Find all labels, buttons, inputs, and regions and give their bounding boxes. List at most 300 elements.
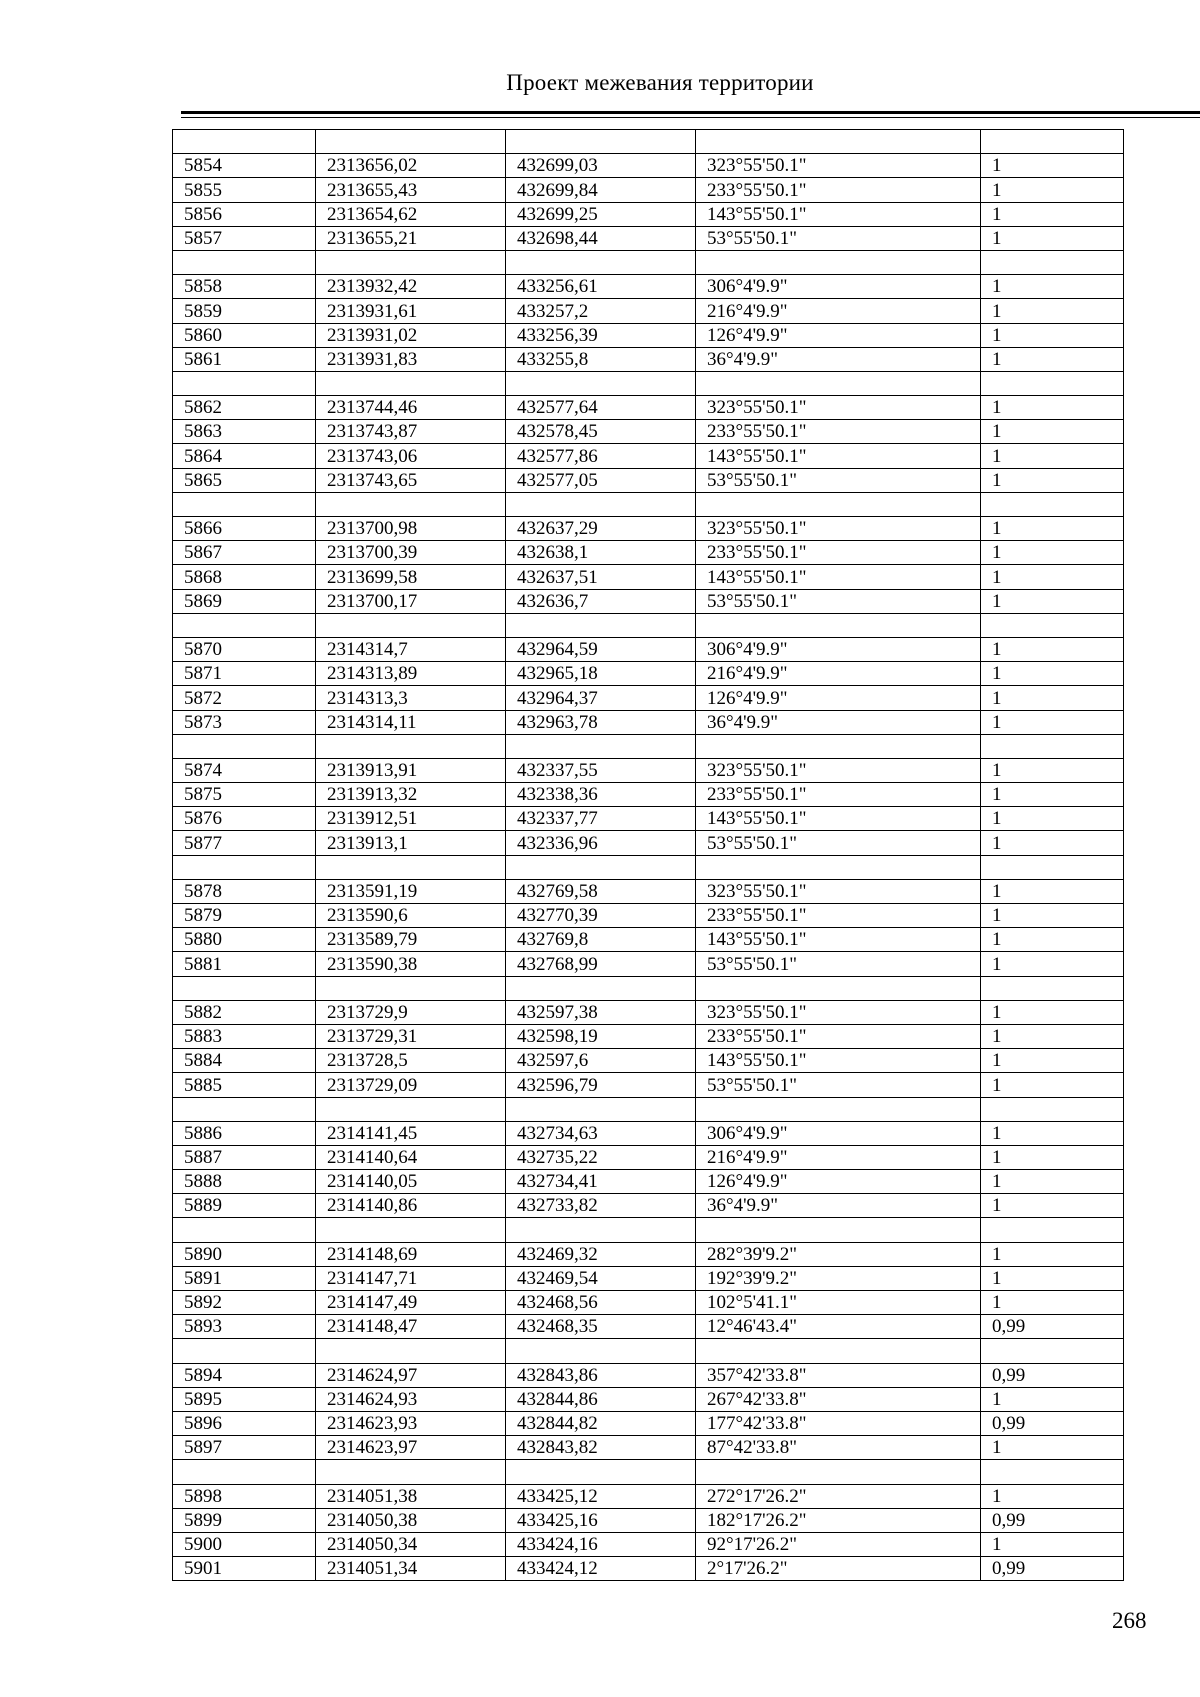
- length-cell: 0,99: [981, 1557, 1124, 1581]
- point-number-cell: 5859: [173, 299, 316, 323]
- table-row: [173, 299, 1124, 323]
- x-coordinate-cell: 2314313,89: [316, 662, 506, 686]
- length-cell: 1: [981, 637, 1124, 661]
- table-row: [173, 202, 1124, 226]
- x-coordinate-cell: 2314051,34: [316, 1557, 506, 1581]
- direction-angle-cell: 53°55'50.1": [696, 468, 981, 492]
- length-cell: 1: [981, 589, 1124, 613]
- length-cell: 1: [981, 952, 1124, 976]
- separator-row: [173, 130, 1124, 154]
- table-row: [173, 1532, 1124, 1556]
- point-number-cell: 5880: [173, 928, 316, 952]
- empty-cell: [316, 613, 506, 637]
- x-coordinate-cell: 2313729,09: [316, 1073, 506, 1097]
- direction-angle-cell: 323°55'50.1": [696, 396, 981, 420]
- empty-cell: [316, 1460, 506, 1484]
- point-number-cell: 5872: [173, 686, 316, 710]
- y-coordinate-cell: 432843,86: [506, 1363, 696, 1387]
- direction-angle-cell: 36°4'9.9": [696, 347, 981, 371]
- table-row: [173, 1411, 1124, 1435]
- x-coordinate-cell: 2313913,32: [316, 783, 506, 807]
- y-coordinate-cell: 432637,29: [506, 517, 696, 541]
- x-coordinate-cell: 2314624,97: [316, 1363, 506, 1387]
- table-row: [173, 1363, 1124, 1387]
- direction-angle-cell: 143°55'50.1": [696, 565, 981, 589]
- empty-cell: [506, 371, 696, 395]
- point-number-cell: 5886: [173, 1121, 316, 1145]
- y-coordinate-cell: 432337,55: [506, 758, 696, 782]
- direction-angle-cell: 36°4'9.9": [696, 1194, 981, 1218]
- x-coordinate-cell: 2313656,02: [316, 154, 506, 178]
- x-coordinate-cell: 2314140,86: [316, 1194, 506, 1218]
- length-cell: 1: [981, 178, 1124, 202]
- point-number-cell: 5869: [173, 589, 316, 613]
- length-cell: 0,99: [981, 1508, 1124, 1532]
- empty-cell: [981, 492, 1124, 516]
- length-cell: 1: [981, 879, 1124, 903]
- empty-cell: [173, 130, 316, 154]
- length-cell: 0,99: [981, 1411, 1124, 1435]
- point-number-cell: 5897: [173, 1436, 316, 1460]
- length-cell: 1: [981, 517, 1124, 541]
- point-number-cell: 5877: [173, 831, 316, 855]
- length-cell: 1: [981, 444, 1124, 468]
- y-coordinate-cell: 433256,39: [506, 323, 696, 347]
- separator-row: [173, 1097, 1124, 1121]
- empty-cell: [173, 976, 316, 1000]
- separator-row: [173, 613, 1124, 637]
- length-cell: 1: [981, 710, 1124, 734]
- y-coordinate-cell: 433425,12: [506, 1484, 696, 1508]
- x-coordinate-cell: 2313743,87: [316, 420, 506, 444]
- empty-cell: [696, 492, 981, 516]
- page-number: 268: [1112, 1608, 1147, 1633]
- y-coordinate-cell: 432843,82: [506, 1436, 696, 1460]
- point-number-cell: 5864: [173, 444, 316, 468]
- y-coordinate-cell: 432338,36: [506, 783, 696, 807]
- point-number-cell: 5894: [173, 1363, 316, 1387]
- x-coordinate-cell: 2314051,38: [316, 1484, 506, 1508]
- length-cell: 1: [981, 347, 1124, 371]
- x-coordinate-cell: 2313654,62: [316, 202, 506, 226]
- point-number-cell: 5895: [173, 1387, 316, 1411]
- x-coordinate-cell: 2313699,58: [316, 565, 506, 589]
- empty-cell: [981, 855, 1124, 879]
- direction-angle-cell: 12°46'43.4": [696, 1315, 981, 1339]
- empty-cell: [981, 1339, 1124, 1363]
- table-row: [173, 154, 1124, 178]
- table-row: [173, 1387, 1124, 1411]
- empty-cell: [506, 613, 696, 637]
- table-row: [173, 662, 1124, 686]
- empty-cell: [173, 492, 316, 516]
- empty-cell: [506, 734, 696, 758]
- table-row: [173, 323, 1124, 347]
- table-row: [173, 1508, 1124, 1532]
- direction-angle-cell: 233°55'50.1": [696, 178, 981, 202]
- direction-angle-cell: 53°55'50.1": [696, 589, 981, 613]
- table-row: [173, 275, 1124, 299]
- point-number-cell: 5875: [173, 783, 316, 807]
- direction-angle-cell: 192°39'9.2": [696, 1266, 981, 1290]
- x-coordinate-cell: 2314314,11: [316, 710, 506, 734]
- point-number-cell: 5887: [173, 1145, 316, 1169]
- separator-row: [173, 492, 1124, 516]
- direction-angle-cell: 233°55'50.1": [696, 541, 981, 565]
- empty-cell: [696, 855, 981, 879]
- direction-angle-cell: 233°55'50.1": [696, 420, 981, 444]
- point-number-cell: 5893: [173, 1315, 316, 1339]
- length-cell: 1: [981, 928, 1124, 952]
- point-number-cell: 5866: [173, 517, 316, 541]
- direction-angle-cell: 143°55'50.1": [696, 202, 981, 226]
- point-number-cell: 5870: [173, 637, 316, 661]
- length-cell: 1: [981, 1073, 1124, 1097]
- length-cell: 1: [981, 1484, 1124, 1508]
- empty-cell: [696, 613, 981, 637]
- x-coordinate-cell: 2313655,43: [316, 178, 506, 202]
- empty-cell: [173, 1097, 316, 1121]
- empty-cell: [981, 371, 1124, 395]
- table-row: [173, 952, 1124, 976]
- x-coordinate-cell: 2314147,49: [316, 1291, 506, 1315]
- x-coordinate-cell: 2313729,9: [316, 1000, 506, 1024]
- direction-angle-cell: 272°17'26.2": [696, 1484, 981, 1508]
- x-coordinate-cell: 2313700,17: [316, 589, 506, 613]
- direction-angle-cell: 182°17'26.2": [696, 1508, 981, 1532]
- empty-cell: [173, 1218, 316, 1242]
- y-coordinate-cell: 432844,82: [506, 1411, 696, 1435]
- empty-cell: [981, 976, 1124, 1000]
- length-cell: 1: [981, 1436, 1124, 1460]
- length-cell: 1: [981, 468, 1124, 492]
- length-cell: 1: [981, 686, 1124, 710]
- header-rule-thin: [181, 117, 1200, 118]
- x-coordinate-cell: 2313743,65: [316, 468, 506, 492]
- point-number-cell: 5865: [173, 468, 316, 492]
- y-coordinate-cell: 432578,45: [506, 420, 696, 444]
- direction-angle-cell: 216°4'9.9": [696, 1145, 981, 1169]
- direction-angle-cell: 357°42'33.8": [696, 1363, 981, 1387]
- length-cell: 1: [981, 783, 1124, 807]
- empty-cell: [506, 1339, 696, 1363]
- direction-angle-cell: 143°55'50.1": [696, 1049, 981, 1073]
- x-coordinate-cell: 2313729,31: [316, 1024, 506, 1048]
- table-row: [173, 1436, 1124, 1460]
- direction-angle-cell: 323°55'50.1": [696, 154, 981, 178]
- table-row: [173, 178, 1124, 202]
- x-coordinate-cell: 2313913,1: [316, 831, 506, 855]
- y-coordinate-cell: 432733,82: [506, 1194, 696, 1218]
- separator-row: [173, 1460, 1124, 1484]
- length-cell: 1: [981, 1532, 1124, 1556]
- point-number-cell: 5888: [173, 1170, 316, 1194]
- y-coordinate-cell: 432598,19: [506, 1024, 696, 1048]
- x-coordinate-cell: 2314624,93: [316, 1387, 506, 1411]
- point-number-cell: 5873: [173, 710, 316, 734]
- y-coordinate-cell: 432469,32: [506, 1242, 696, 1266]
- direction-angle-cell: 143°55'50.1": [696, 807, 981, 831]
- direction-angle-cell: 306°4'9.9": [696, 637, 981, 661]
- separator-row: [173, 976, 1124, 1000]
- y-coordinate-cell: 432638,1: [506, 541, 696, 565]
- length-cell: 1: [981, 1387, 1124, 1411]
- x-coordinate-cell: 2313912,51: [316, 807, 506, 831]
- direction-angle-cell: 233°55'50.1": [696, 904, 981, 928]
- table-row: [173, 904, 1124, 928]
- empty-cell: [173, 1339, 316, 1363]
- table-row: [173, 1000, 1124, 1024]
- point-number-cell: 5871: [173, 662, 316, 686]
- empty-cell: [696, 976, 981, 1000]
- empty-cell: [981, 1097, 1124, 1121]
- x-coordinate-cell: 2313743,06: [316, 444, 506, 468]
- length-cell: 1: [981, 420, 1124, 444]
- y-coordinate-cell: 432734,63: [506, 1121, 696, 1145]
- y-coordinate-cell: 432577,64: [506, 396, 696, 420]
- table-row: [173, 710, 1124, 734]
- empty-cell: [696, 250, 981, 274]
- point-number-cell: 5857: [173, 226, 316, 250]
- x-coordinate-cell: 2313589,79: [316, 928, 506, 952]
- length-cell: 1: [981, 758, 1124, 782]
- length-cell: 1: [981, 1049, 1124, 1073]
- length-cell: 1: [981, 1242, 1124, 1266]
- point-number-cell: 5856: [173, 202, 316, 226]
- point-number-cell: 5867: [173, 541, 316, 565]
- table-row: [173, 1484, 1124, 1508]
- y-coordinate-cell: 432768,99: [506, 952, 696, 976]
- table-row: [173, 396, 1124, 420]
- table-row: [173, 226, 1124, 250]
- x-coordinate-cell: 2314050,34: [316, 1532, 506, 1556]
- table-row: [173, 420, 1124, 444]
- table-row: [173, 444, 1124, 468]
- length-cell: 1: [981, 662, 1124, 686]
- header-rule-thick: [181, 111, 1200, 114]
- x-coordinate-cell: 2313744,46: [316, 396, 506, 420]
- table-row: [173, 1145, 1124, 1169]
- direction-angle-cell: 323°55'50.1": [696, 517, 981, 541]
- x-coordinate-cell: 2314148,69: [316, 1242, 506, 1266]
- direction-angle-cell: 87°42'33.8": [696, 1436, 981, 1460]
- table-row: [173, 928, 1124, 952]
- empty-cell: [316, 130, 506, 154]
- empty-cell: [316, 250, 506, 274]
- empty-cell: [506, 855, 696, 879]
- separator-row: [173, 855, 1124, 879]
- point-number-cell: 5883: [173, 1024, 316, 1048]
- y-coordinate-cell: 432468,56: [506, 1291, 696, 1315]
- x-coordinate-cell: 2313655,21: [316, 226, 506, 250]
- direction-angle-cell: 233°55'50.1": [696, 783, 981, 807]
- x-coordinate-cell: 2313932,42: [316, 275, 506, 299]
- empty-cell: [316, 492, 506, 516]
- table-row: [173, 1073, 1124, 1097]
- empty-cell: [506, 130, 696, 154]
- length-cell: 1: [981, 275, 1124, 299]
- x-coordinate-cell: 2313700,39: [316, 541, 506, 565]
- empty-cell: [506, 976, 696, 1000]
- direction-angle-cell: 126°4'9.9": [696, 323, 981, 347]
- y-coordinate-cell: 432597,38: [506, 1000, 696, 1024]
- empty-cell: [316, 1218, 506, 1242]
- point-number-cell: 5898: [173, 1484, 316, 1508]
- separator-row: [173, 1218, 1124, 1242]
- table-row: [173, 637, 1124, 661]
- empty-cell: [173, 855, 316, 879]
- empty-cell: [981, 1460, 1124, 1484]
- direction-angle-cell: 102°5'41.1": [696, 1291, 981, 1315]
- y-coordinate-cell: 432770,39: [506, 904, 696, 928]
- y-coordinate-cell: 432596,79: [506, 1073, 696, 1097]
- point-number-cell: 5900: [173, 1532, 316, 1556]
- length-cell: 1: [981, 1121, 1124, 1145]
- x-coordinate-cell: 2314313,3: [316, 686, 506, 710]
- length-cell: 1: [981, 831, 1124, 855]
- table-row: [173, 1170, 1124, 1194]
- direction-angle-cell: 53°55'50.1": [696, 952, 981, 976]
- x-coordinate-cell: 2314314,7: [316, 637, 506, 661]
- table-row: [173, 347, 1124, 371]
- table-row: [173, 517, 1124, 541]
- direction-angle-cell: 233°55'50.1": [696, 1024, 981, 1048]
- y-coordinate-cell: 432699,03: [506, 154, 696, 178]
- empty-cell: [696, 1460, 981, 1484]
- length-cell: 1: [981, 396, 1124, 420]
- direction-angle-cell: 323°55'50.1": [696, 879, 981, 903]
- length-cell: 1: [981, 1145, 1124, 1169]
- x-coordinate-cell: 2314148,47: [316, 1315, 506, 1339]
- point-number-cell: 5860: [173, 323, 316, 347]
- table-row: [173, 758, 1124, 782]
- y-coordinate-cell: 432769,8: [506, 928, 696, 952]
- y-coordinate-cell: 433256,61: [506, 275, 696, 299]
- length-cell: 1: [981, 565, 1124, 589]
- table-row: [173, 565, 1124, 589]
- length-cell: 1: [981, 299, 1124, 323]
- y-coordinate-cell: 433424,12: [506, 1557, 696, 1581]
- x-coordinate-cell: 2313591,19: [316, 879, 506, 903]
- table-row: [173, 1049, 1124, 1073]
- y-coordinate-cell: 432964,59: [506, 637, 696, 661]
- direction-angle-cell: 323°55'50.1": [696, 758, 981, 782]
- length-cell: 1: [981, 323, 1124, 347]
- table-row: [173, 541, 1124, 565]
- direction-angle-cell: 36°4'9.9": [696, 710, 981, 734]
- table-row: [173, 1024, 1124, 1048]
- empty-cell: [316, 976, 506, 1000]
- separator-row: [173, 1339, 1124, 1363]
- empty-cell: [316, 371, 506, 395]
- direction-angle-cell: 177°42'33.8": [696, 1411, 981, 1435]
- point-number-cell: 5892: [173, 1291, 316, 1315]
- point-number-cell: 5855: [173, 178, 316, 202]
- x-coordinate-cell: 2314141,45: [316, 1121, 506, 1145]
- empty-cell: [696, 734, 981, 758]
- length-cell: 1: [981, 904, 1124, 928]
- point-number-cell: 5896: [173, 1411, 316, 1435]
- length-cell: 1: [981, 1291, 1124, 1315]
- x-coordinate-cell: 2313931,83: [316, 347, 506, 371]
- direction-angle-cell: 143°55'50.1": [696, 444, 981, 468]
- direction-angle-cell: 282°39'9.2": [696, 1242, 981, 1266]
- length-cell: 1: [981, 1266, 1124, 1290]
- table-row: [173, 807, 1124, 831]
- length-cell: 1: [981, 1024, 1124, 1048]
- y-coordinate-cell: 433425,16: [506, 1508, 696, 1532]
- empty-cell: [316, 1097, 506, 1121]
- point-number-cell: 5868: [173, 565, 316, 589]
- empty-cell: [696, 371, 981, 395]
- coordinates-table: [172, 129, 1124, 1581]
- x-coordinate-cell: 2313590,6: [316, 904, 506, 928]
- table-row: [173, 1291, 1124, 1315]
- point-number-cell: 5899: [173, 1508, 316, 1532]
- point-number-cell: 5891: [173, 1266, 316, 1290]
- x-coordinate-cell: 2314623,93: [316, 1411, 506, 1435]
- empty-cell: [316, 734, 506, 758]
- table-row: [173, 831, 1124, 855]
- length-cell: 1: [981, 541, 1124, 565]
- table-row: [173, 589, 1124, 613]
- y-coordinate-cell: 432637,51: [506, 565, 696, 589]
- y-coordinate-cell: 432698,44: [506, 226, 696, 250]
- table-row: [173, 1121, 1124, 1145]
- direction-angle-cell: 216°4'9.9": [696, 299, 981, 323]
- table-row: [173, 879, 1124, 903]
- direction-angle-cell: 306°4'9.9": [696, 275, 981, 299]
- separator-row: [173, 734, 1124, 758]
- length-cell: 1: [981, 807, 1124, 831]
- y-coordinate-cell: 433424,16: [506, 1532, 696, 1556]
- x-coordinate-cell: 2314140,64: [316, 1145, 506, 1169]
- length-cell: 0,99: [981, 1315, 1124, 1339]
- y-coordinate-cell: 432699,84: [506, 178, 696, 202]
- x-coordinate-cell: 2314140,05: [316, 1170, 506, 1194]
- length-cell: 1: [981, 226, 1124, 250]
- y-coordinate-cell: 432964,37: [506, 686, 696, 710]
- x-coordinate-cell: 2313913,91: [316, 758, 506, 782]
- y-coordinate-cell: 432577,86: [506, 444, 696, 468]
- empty-cell: [696, 1339, 981, 1363]
- empty-cell: [173, 734, 316, 758]
- empty-cell: [173, 1460, 316, 1484]
- empty-cell: [316, 1339, 506, 1363]
- direction-angle-cell: 53°55'50.1": [696, 226, 981, 250]
- y-coordinate-cell: 432636,7: [506, 589, 696, 613]
- empty-cell: [173, 613, 316, 637]
- length-cell: 1: [981, 1170, 1124, 1194]
- empty-cell: [506, 1218, 696, 1242]
- y-coordinate-cell: 432965,18: [506, 662, 696, 686]
- table-row: [173, 783, 1124, 807]
- x-coordinate-cell: 2313590,38: [316, 952, 506, 976]
- x-coordinate-cell: 2314050,38: [316, 1508, 506, 1532]
- table-row: [173, 468, 1124, 492]
- empty-cell: [981, 130, 1124, 154]
- y-coordinate-cell: 432337,77: [506, 807, 696, 831]
- x-coordinate-cell: 2313700,98: [316, 517, 506, 541]
- direction-angle-cell: 306°4'9.9": [696, 1121, 981, 1145]
- direction-angle-cell: 126°4'9.9": [696, 1170, 981, 1194]
- table-row: [173, 1266, 1124, 1290]
- length-cell: 1: [981, 202, 1124, 226]
- x-coordinate-cell: 2313931,61: [316, 299, 506, 323]
- separator-row: [173, 371, 1124, 395]
- point-number-cell: 5858: [173, 275, 316, 299]
- direction-angle-cell: 323°55'50.1": [696, 1000, 981, 1024]
